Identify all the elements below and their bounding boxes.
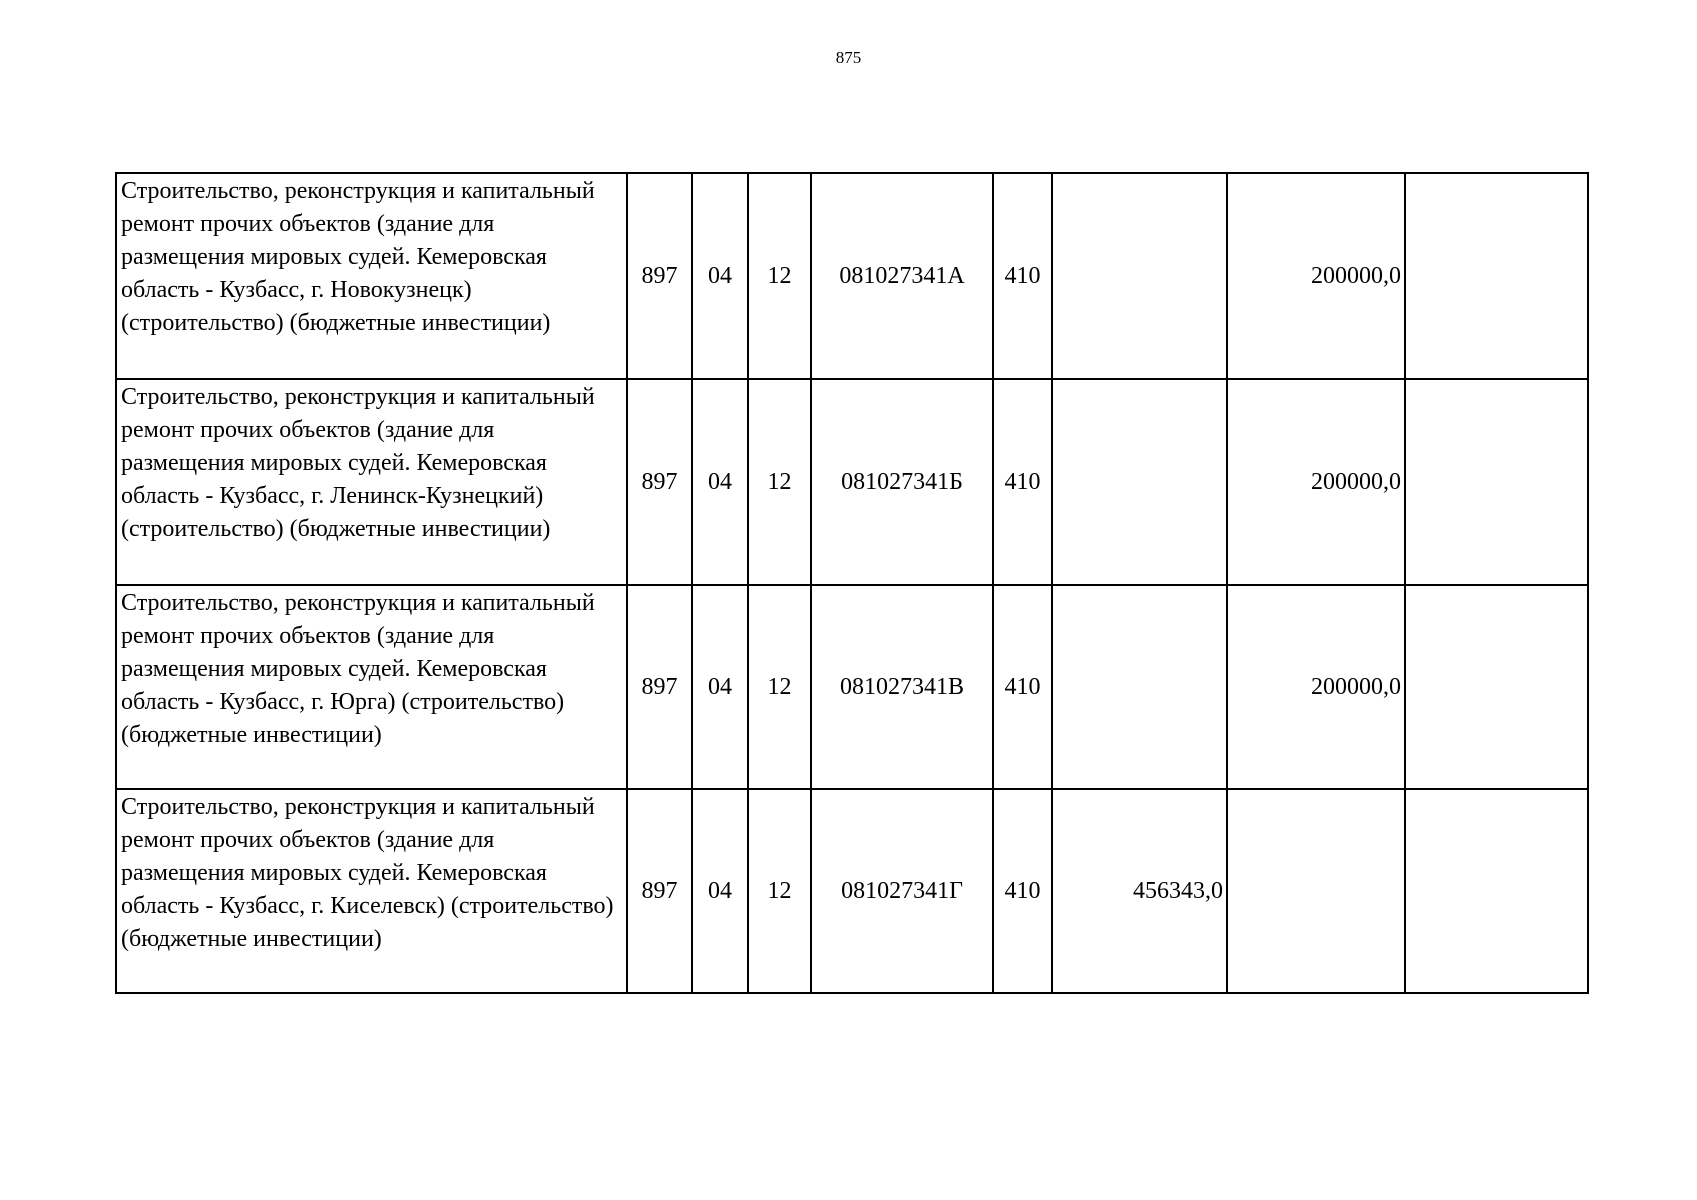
row-description: Строительство, реконструкция и капитальный ремонт прочих объектов (здание для размещения мировых судей. Кемеровская область - Кузбасс, г. Ленинск-Кузнецкий) (строительство) (бюджетные инвестиции) [116, 379, 627, 585]
amount-year-3 [1405, 789, 1588, 993]
amount-year-2: 200000,0 [1227, 173, 1405, 379]
amount-year-2: 200000,0 [1227, 379, 1405, 585]
ministry-code: 897 [627, 173, 692, 379]
target-article-code: 081027341Б [811, 379, 993, 585]
table-row [116, 379, 1588, 585]
subsection-code: 12 [748, 379, 811, 585]
amount-year-1 [1052, 379, 1227, 585]
target-article-code: 081027341А [811, 173, 993, 379]
amount-year-1: 456343,0 [1052, 789, 1227, 993]
section-code: 04 [692, 585, 748, 789]
row-description: Строительство, реконструкция и капитальный ремонт прочих объектов (здание для размещения мировых судей. Кемеровская область - Кузбасс, г. Юрга) (строительство) (бюджетные инвестиции) [116, 585, 627, 789]
ministry-code: 897 [627, 585, 692, 789]
table-row [116, 173, 1588, 379]
target-article-code: 081027341В [811, 585, 993, 789]
table-row [116, 585, 1588, 789]
table-row [116, 789, 1588, 993]
ministry-code: 897 [627, 789, 692, 993]
page-number: 875 [835, 48, 862, 67]
section-code: 04 [692, 379, 748, 585]
subsection-code: 12 [748, 789, 811, 993]
row-description: Строительство, реконструкция и капитальный ремонт прочих объектов (здание для размещения мировых судей. Кемеровская область - Кузбасс, г. Киселевск) (строительство) (бюджетные инвестиции) [116, 789, 627, 993]
amount-year-3 [1405, 173, 1588, 379]
expense-type-code: 410 [993, 789, 1052, 993]
budget-table [115, 172, 1589, 994]
expense-type-code: 410 [993, 585, 1052, 789]
subsection-code: 12 [748, 173, 811, 379]
target-article-code: 081027341Г [811, 789, 993, 993]
amount-year-2: 200000,0 [1227, 585, 1405, 789]
amount-year-3 [1405, 585, 1588, 789]
row-description: Строительство, реконструкция и капитальный ремонт прочих объектов (здание для размещения мировых судей. Кемеровская область - Кузбасс, г. Новокузнецк) (строительство) (бюджетные инвестиции) [116, 173, 627, 379]
section-code: 04 [692, 789, 748, 993]
amount-year-1 [1052, 585, 1227, 789]
expense-type-code: 410 [993, 379, 1052, 585]
section-code: 04 [692, 173, 748, 379]
expense-type-code: 410 [993, 173, 1052, 379]
amount-year-1 [1052, 173, 1227, 379]
ministry-code: 897 [627, 379, 692, 585]
amount-year-3 [1405, 379, 1588, 585]
subsection-code: 12 [748, 585, 811, 789]
amount-year-2 [1227, 789, 1405, 993]
